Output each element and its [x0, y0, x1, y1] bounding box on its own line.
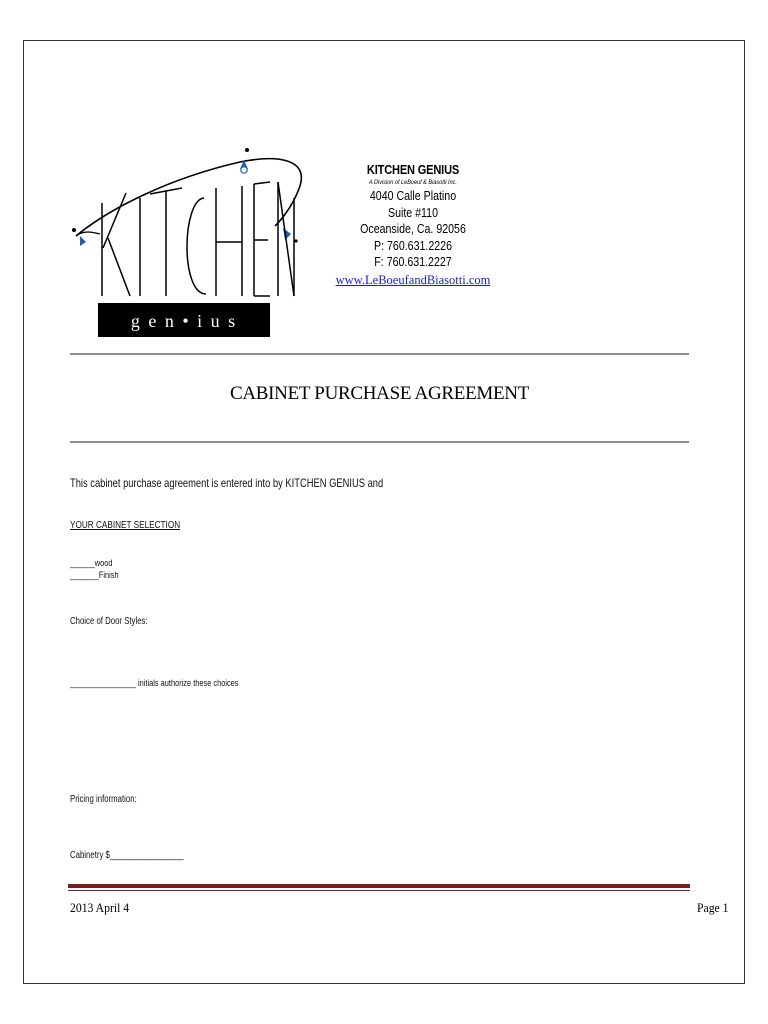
footer-date: 2013 April 4	[70, 900, 130, 915]
door-styles-label: Choice of Door Styles:	[70, 616, 148, 627]
fax-number: F: 760.631.2227	[374, 255, 452, 269]
suite: Suite #110	[387, 205, 439, 220]
intro-sentence: This cabinet purchase agreement is entered into by KITCHEN GENIUS and	[70, 476, 384, 490]
header-divider	[70, 353, 689, 355]
footer-rule-thin	[68, 890, 690, 891]
street-address: 4040 Calle Platino	[369, 189, 457, 203]
cabinet-selection-heading: YOUR CABINET SELECTION	[70, 520, 181, 531]
finish-blank-line: _______Finish	[70, 570, 119, 581]
company-division: A Division of LeBoeuf & Biasotti Inc.	[369, 179, 457, 186]
initials-line: ________________ initials authorize these choices	[70, 678, 239, 689]
title-divider	[70, 441, 689, 443]
pricing-label: Pricing information:	[70, 794, 137, 805]
footer-rule	[68, 884, 690, 888]
page-number: Page 1	[697, 900, 729, 915]
company-name: KITCHEN GENIUS	[366, 162, 460, 177]
city-state-zip: Oceanside, Ca. 92056	[360, 222, 466, 236]
company-address-block	[320, 162, 506, 289]
cabinetry-price-line: Cabinetry $_________________	[70, 850, 184, 861]
logo-tagline: g e n • i u s	[130, 311, 238, 331]
wood-blank-line: ______wood	[70, 558, 113, 569]
phone-number: P: 760.631.2226	[374, 238, 452, 253]
document-title: CABINET PURCHASE AGREEMENT	[229, 383, 530, 404]
kitchen-genius-logo	[70, 148, 310, 343]
website-link[interactable]: www.LeBoeufandBiasotti.com	[335, 272, 491, 287]
